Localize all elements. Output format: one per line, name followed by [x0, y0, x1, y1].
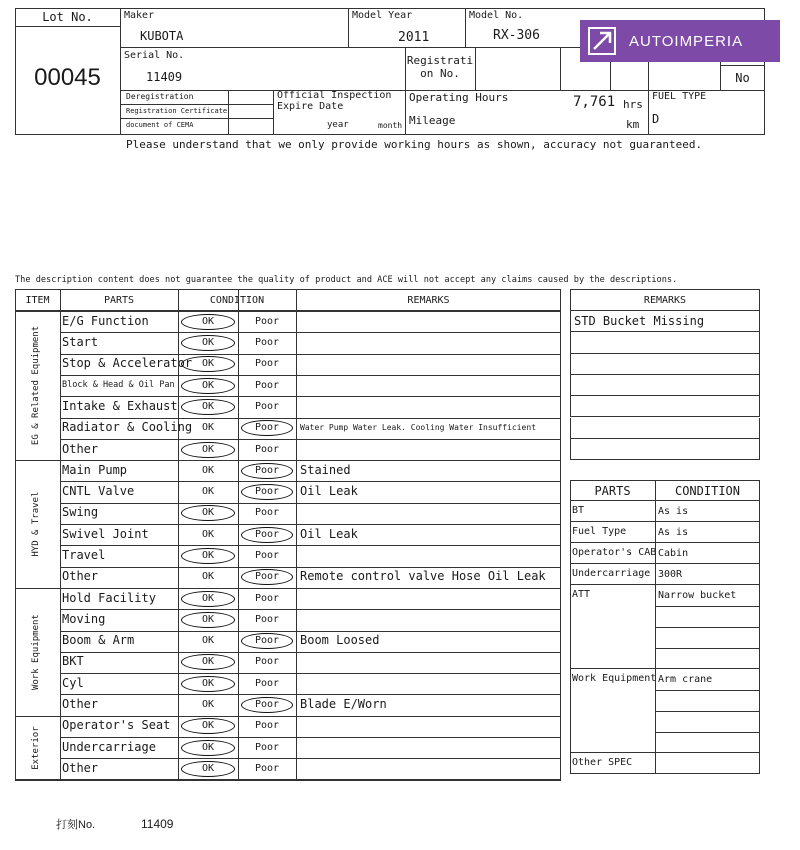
- part-name: Cyl: [62, 675, 84, 690]
- part-name: Radiator & Cooling: [62, 420, 193, 435]
- remarks-line: [570, 439, 760, 460]
- spec-value: As is: [658, 506, 689, 517]
- registration-certificate-label: Registration Certificate: [126, 107, 228, 115]
- remarks-line: [570, 354, 760, 375]
- fuel-type-value: D: [652, 112, 660, 126]
- poor-option: Poor: [254, 486, 280, 498]
- ok-option: OK: [201, 336, 215, 348]
- part-name: Boom & Arm: [62, 633, 135, 648]
- poor-option: Poor: [254, 699, 280, 710]
- part-name: E/G Function: [62, 313, 149, 328]
- work-equipment-label: Work Equipment: [572, 673, 657, 684]
- work-equipment-value: Arm crane: [658, 674, 713, 685]
- part-name: Start: [62, 334, 99, 349]
- accuracy-note: Please understand that we only provide working hours as shown, accuracy not guaranteed.: [126, 138, 703, 151]
- ok-option: OK: [201, 507, 215, 519]
- deregistration-label: Deregistration: [126, 92, 194, 101]
- poor-option: Poor: [254, 358, 280, 370]
- remark-text: Remote control valve Hose Oil Leak: [300, 569, 546, 584]
- inspection-label-2: Expire Date: [277, 101, 344, 112]
- poor-option: Poor: [254, 422, 280, 434]
- part-name: Main Pump: [62, 462, 128, 477]
- ok-option: OK: [201, 486, 215, 498]
- ok-option: OK: [201, 379, 215, 391]
- remarks-line: [570, 332, 760, 353]
- poor-option: Poor: [254, 592, 280, 604]
- ok-option: OK: [201, 613, 215, 625]
- part-name: Intake & Exhaust: [62, 398, 178, 413]
- autoimperia-logo: [580, 20, 780, 62]
- part-name: Other: [62, 441, 99, 456]
- ok-option: OK: [201, 677, 215, 689]
- ok-option: OK: [201, 762, 215, 774]
- poor-option: Poor: [254, 571, 280, 583]
- inspection-year-label: year: [327, 120, 349, 130]
- part-name: Other: [62, 569, 99, 584]
- header-parts: PARTS: [103, 295, 135, 306]
- operating-hours-label: Operating Hours: [409, 91, 509, 104]
- remarks-line: [570, 418, 760, 439]
- header-condition: CONDITION: [209, 295, 265, 306]
- serial-label: Serial No.: [124, 50, 185, 61]
- inspection-month-label: month: [378, 121, 403, 130]
- part-name: Undercarriage: [62, 739, 156, 754]
- spec-label: Undercarriage: [572, 568, 651, 579]
- poor-option: Poor: [254, 550, 280, 561]
- section-label: EG & Related Equipment: [30, 325, 41, 446]
- stamp-number-value: 11409: [141, 817, 174, 831]
- header-item: ITEM: [25, 295, 50, 306]
- ok-option: OK: [201, 422, 215, 434]
- poor-option: Poor: [254, 720, 280, 732]
- inspection-label-1: Official Inspection: [277, 90, 392, 101]
- ok-option: OK: [201, 400, 215, 412]
- autoimperia-logo-icon: [585, 24, 619, 58]
- poor-option: Poor: [254, 741, 280, 753]
- part-name: Swing: [62, 505, 99, 520]
- model-no-value: RX-306: [493, 28, 540, 43]
- poor-option: Poor: [254, 464, 280, 476]
- remark-text: Blade E/Worn: [300, 697, 387, 711]
- condition-body-frame: [15, 311, 561, 780]
- fuel-type-label: FUEL TYPE: [652, 91, 707, 102]
- part-name: Swivel Joint: [62, 526, 149, 541]
- ok-option: OK: [201, 635, 215, 647]
- poor-option: Poor: [254, 336, 280, 348]
- part-name: Travel: [62, 548, 106, 562]
- km-unit: km: [626, 118, 640, 131]
- poor-option: Poor: [254, 400, 280, 412]
- part-name: CNTL Valve: [62, 484, 135, 499]
- lot-number: 00045: [34, 64, 101, 91]
- ac-value: No: [735, 71, 750, 85]
- ok-option: OK: [201, 443, 215, 455]
- part-name: Moving: [62, 611, 106, 626]
- remarks-line: [570, 396, 760, 417]
- ok-option: OK: [201, 315, 215, 327]
- part-name: Stop & Accelerator: [62, 356, 193, 371]
- stamp-number-label: 打刻No.: [56, 819, 96, 831]
- logo-text: AUTOIMPERIA: [629, 32, 744, 50]
- hours-unit: hrs: [623, 98, 643, 111]
- disclaimer: The description content does not guarantee the quality of product and ACE will not accept any claims caused by the descriptions.: [15, 275, 678, 285]
- ok-option: OK: [201, 550, 215, 561]
- ok-option: OK: [201, 741, 215, 753]
- part-name: Other: [62, 760, 99, 775]
- part-name: Block & Head & Oil Pan: [62, 379, 175, 390]
- poor-option: Poor: [254, 656, 280, 668]
- ok-option: OK: [201, 720, 215, 732]
- model-no-label: Model No.: [469, 10, 524, 21]
- att-value: Narrow bucket: [658, 590, 737, 601]
- spec-header-parts: PARTS: [594, 484, 631, 498]
- maker-label: Maker: [124, 10, 155, 21]
- ok-option: OK: [201, 699, 215, 710]
- spec-value: Cabin: [658, 548, 689, 559]
- remark-text: Oil Leak: [300, 484, 358, 499]
- spec-value: 300R: [658, 569, 683, 580]
- spec-label: Operator's CAB: [572, 547, 657, 558]
- poor-option: Poor: [254, 507, 280, 519]
- section-label: HYD & Travel: [30, 491, 41, 557]
- remarks-header: REMARKS: [643, 295, 687, 306]
- poor-option: Poor: [254, 635, 280, 647]
- part-name: Other: [62, 697, 99, 711]
- serial-value: 11409: [146, 70, 183, 84]
- ok-option: OK: [201, 592, 215, 604]
- model-year-value: 2011: [398, 30, 430, 45]
- poor-option: Poor: [254, 528, 280, 540]
- remark-text: Water Pump Water Leak. Cooling Water Insufficient: [300, 423, 537, 433]
- part-name: BKT: [62, 654, 84, 669]
- registration-label-2: on No.: [420, 67, 460, 80]
- spec-header-condition: CONDITION: [674, 484, 741, 498]
- remark-text: Oil Leak: [300, 526, 358, 541]
- section-label: Work Equipment: [30, 613, 41, 690]
- remarks-line-text: STD Bucket Missing: [574, 314, 705, 328]
- ok-option: OK: [201, 656, 215, 668]
- ok-option: OK: [201, 464, 215, 476]
- mileage-label: Mileage: [409, 114, 456, 127]
- ok-option: OK: [201, 528, 215, 540]
- spec-label: Fuel Type: [572, 526, 627, 537]
- poor-option: Poor: [254, 613, 280, 625]
- lot-label: Lot No.: [42, 10, 93, 24]
- ok-option: OK: [201, 358, 215, 370]
- cema-document-label: document of CEMA: [126, 121, 194, 129]
- header-remarks: REMARKS: [407, 295, 450, 306]
- registration-label-1: Registrati: [406, 54, 474, 67]
- model-year-label: Model Year: [352, 10, 413, 21]
- part-name: Operator's Seat: [62, 718, 171, 733]
- poor-option: Poor: [254, 677, 280, 689]
- part-name: Hold Facility: [62, 590, 156, 605]
- ok-option: OK: [201, 571, 215, 583]
- att-label: ATT: [572, 589, 591, 600]
- remark-text: Boom Loosed: [300, 633, 380, 648]
- spec-value: As is: [658, 527, 689, 538]
- other-spec-label: Other SPEC: [572, 757, 633, 768]
- maker-value: KUBOTA: [140, 29, 184, 43]
- poor-option: Poor: [254, 762, 280, 774]
- remarks-line: [570, 375, 760, 396]
- remark-text: Stained: [300, 462, 351, 477]
- poor-option: Poor: [254, 315, 280, 327]
- poor-option: Poor: [254, 443, 280, 455]
- operating-hours-value: 7,761: [573, 94, 616, 110]
- poor-option: Poor: [254, 379, 280, 391]
- section-label: Exterior: [30, 725, 41, 770]
- spec-label: BT: [572, 505, 585, 516]
